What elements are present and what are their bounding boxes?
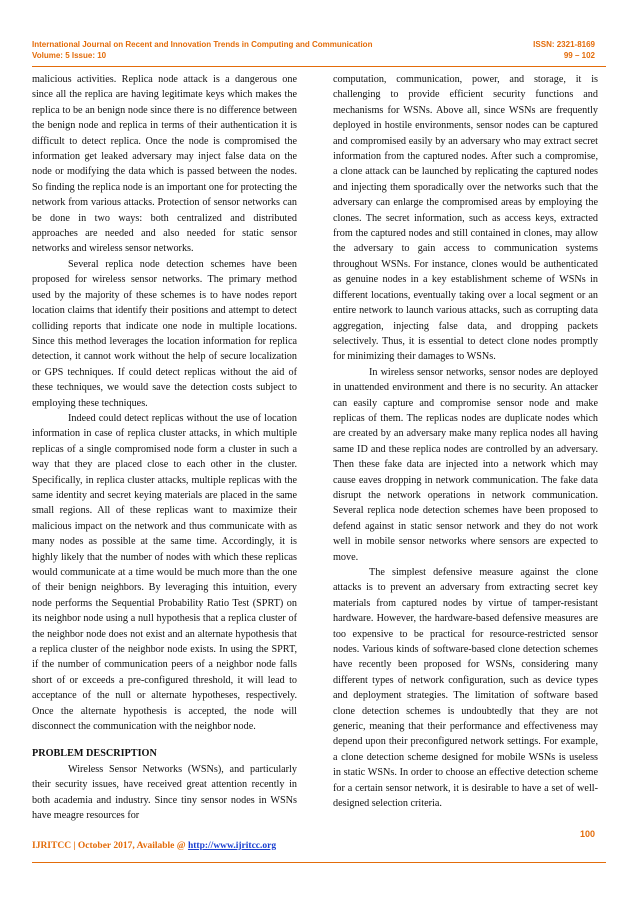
issn-header [533,39,595,61]
left-column [32,72,297,824]
paragraph: Several replica node detection schemes have been proposed for wireless sensor networks. The primary method used by the majority of these schemes is to have nodes report location claims that identify their positions and attempt to detect colliding reports that indicate one node in multiple locations. Since this method leverages the location information for replica detection, it cannot work without the help of secure localization or GPS techniques. If could detect replicas without the aid of these techniques, we would save the detection costs subject to employing these techniques. [32,258,297,409]
page-range: 99 – 102 [563,51,595,60]
issn: ISSN: 2321-8169 [533,40,595,49]
page-number: 100 [579,829,595,839]
footer-text: IJRITCC | October 2017, Available @ [32,841,188,851]
paragraph: computation, communication, power, and storage, it is challenging to provide efficient security functions and mechanisms for WSNs. Above all, since WSNs are frequently deployed in hostile environments, sensor nodes can be captured and compromised easily by an adversary who may extract secret information from the captured nodes. After such a compromise, a clone attack can be launched by replicating the captured nodes and injecting them sporadically over the networks such that the adversary can enlarge the compromised areas by employing the clones. The secret information, such as access keys, extracted from the captured nodes and still contained in clones, may allow the adversary to gain access to communication systems throughout WSNs. For instance, clones would be authenticated as genuine nodes in a key establishment scheme of WSNs in different locations, eventually taking over a local segment or an entire network to launch various attacks, such as corrupting data aggregation, injecting false data, and dropping packets selectively. Thus, it is essential to detect clone nodes promptly for minimizing their damages to WSNs. [333,74,598,363]
paragraph: The simplest defensive measure against the clone attacks is to prevent an adversary from extracting secret key materials from captured nodes by virtue of tamper-resistant hardware. However, the hardware-based defensive measures are too expensive to be practical for resource-restricted sensor nodes. Various kinds of software-based clone detection schemes have recently been proposed for WSNs, considering many different types of network configuration, such as device types and deployment strategies. The limitation of software based clone detection schemes is undoubtedly that they are not generic, meaning that their performance and effectiveness may depend upon their preconfigured network settings. For example, a clone detection scheme designed for mobile WSNs is useless in static WSNs. In order to choose an effective detection scheme for a certain sensor network, it is desirable to have a set of well-designed selection criteria. [333,567,598,810]
paragraph: Wireless Sensor Networks (WSNs), and particularly their security issues, have received great attention recently in both academia and industry. Since tiny sensor nodes in WSNs have meagre resources for [32,763,297,822]
paragraph: In wireless sensor networks, sensor nodes are deployed in unattended environment and there is no security. An attacker can easily capture and compromise sensor node and make replicas of them. The replicas nodes are duplicate nodes which are created by an adversary make many replica nodes all having same ID and these replica nodes are controlled by an adversary. Then these fake data are injected into a network which may cause eaves dropping in network communication. The fake data disrupt the network operations in network communication. Several replica node detection schemes have been proposed to defend against in static sensor network and they do not work well in mobile sensor networks where sensors are expected to move. [333,366,598,563]
right-column [333,72,598,812]
paragraph: malicious activities. Replica node attack is a dangerous one since all the replica are having legitimate keys which makes the replica to be an benign node since there is no difference between the benign node and replica in terms of their authentication it is difficult to detect replica. Once the node is compromised the information get leaked adversary may inject false data on the node or modifying the data which is passed between the nodes. So finding the replica node is an important one for protecting the network from various attacks. Protection of sensor networks can be done in two ways: both centralized and distributed approaches are needed and also needed for static sensor networks and wireless sensor networks. [32,74,297,255]
section-heading: PROBLEM DESCRIPTION [32,748,157,760]
header-divider [32,66,606,67]
footer-divider [32,862,606,863]
volume-issue: Volume: 5 Issue: 10 [32,51,107,60]
footer [32,841,276,851]
journal-header [32,39,372,61]
paragraph: Indeed could detect replicas without the use of location information in case of replica cluster attacks, in which multiple replicas of a single compromised node form a cluster in such a way that they are placed close to each other in the cluster. Specifically, in replica cluster attacks, multiple replicas with the same identity and secret keying materials are placed in the same small regions. All of these replicas want to maximize their malicious impact on the network and thus communicate with as many nodes as possible at the same time. Accordingly, it is highly likely that the number of nodes with which these replicas would communicate at a time would be much more than the one of their benign neighbors. By leveraging this intuition, every node performs the Sequential Probability Ratio Test (SPRT) on its neighbor node using a null hypothesis that a replica cluster of the neighbor node does not exist and an alternate hypothesis that a replica cluster of the neighbor node exists. In using the SPRT, if the number of communication peers of a neighbor node falls short of or exceeds a pre-configured threshold, it will lead to acceptance of the null or alternate hypotheses, respectively. Once the alternate hypothesis is accepted, the node will disconnect the communication with the neighbor node. [32,412,297,733]
journal-link[interactable]: http://www.ijritcc.org [187,841,277,851]
journal-title: International Journal on Recent and Innovation Trends in Computing and Communication [32,40,373,49]
